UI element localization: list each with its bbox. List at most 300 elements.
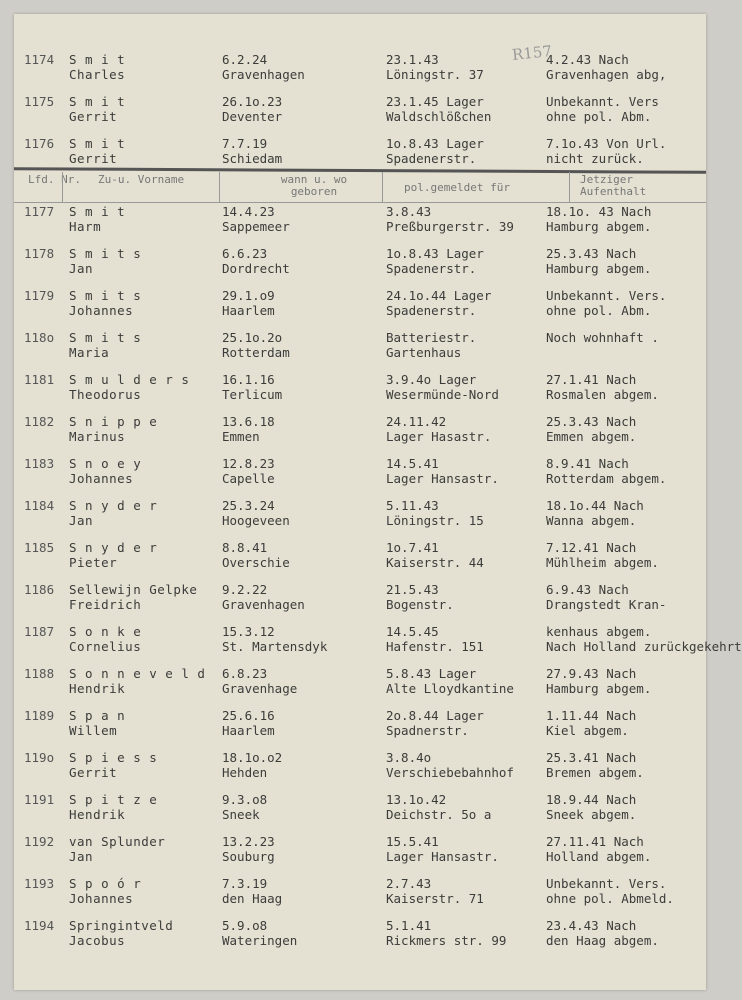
record-row [14,246,706,286]
record-number [24,918,54,933]
record-number-text: 118o [24,330,55,345]
archive-stamp: R157 [511,41,553,65]
record-birth-date: 29.1.o9 [222,288,275,303]
record-row [14,918,706,958]
record-registration-date: 15.5.41 [386,834,439,849]
record-current [546,834,651,864]
record-current-line1: 25.3.41 Nach [546,750,637,765]
record-birth-date: 6.8.23 [222,666,268,681]
record-birth-place: St. Martensdyk [222,639,328,654]
record-number-text: 1189 [24,708,55,723]
record-registration-address: Wesermünde-Nord [386,387,499,402]
record-registration-date: 14.5.41 [386,456,439,471]
record-firstname: Charles [69,67,126,82]
record-name [69,456,141,486]
record-current-line2: Rotterdam abgem. [546,471,667,486]
record-current-line1: 7.1o.43 Von Url. [546,136,667,151]
header-registered: pol.gemeldet für [404,181,510,194]
record-registration [386,834,499,864]
record-firstname: Gerrit [69,151,118,166]
record-current-line2: Gravenhagen abg, [546,67,667,82]
record-birth [222,414,275,444]
record-current [546,624,742,654]
record-birth [222,624,327,654]
record-name [69,288,141,318]
record-registration-date: 5.8.43 Lager [386,666,477,681]
record-birth [222,136,282,166]
record-surname: S n o e y [69,456,142,471]
record-current-line1: Unbekannt. Vers [546,94,659,109]
record-registration-address: Löningstr. 15 [386,513,484,528]
record-name [69,498,157,528]
record-registration [386,414,491,444]
record-birth-date: 18.1o.o2 [222,750,283,765]
record-current [546,918,659,948]
record-birth-date: 8.8.41 [222,540,268,555]
record-surname: S m i t s [69,288,142,303]
record-current-line1: 18.1o. 43 Nach [546,204,652,219]
record-registration-address: Bogenstr. [386,597,454,612]
record-number [24,792,54,807]
record-surname: S m i t [69,52,126,67]
record-registration-date: Batteriestr. [386,330,477,345]
record-current-line1: 4.2.43 Nach [546,52,629,67]
record-current-line2: Rosmalen abgem. [546,387,659,402]
record-row [14,136,706,176]
record-row [14,52,706,92]
record-birth-date: 13.2.23 [222,834,275,849]
record-row [14,876,706,916]
record-surname: S p a n [69,708,126,723]
record-name [69,834,165,864]
record-current [546,288,666,318]
record-current-line2: Wanna abgem. [546,513,637,528]
record-registration [386,456,499,486]
record-birth-date: 7.3.19 [222,876,268,891]
record-current-line1: 27.9.43 Nach [546,666,637,681]
record-name [69,582,197,612]
record-registration [386,624,484,654]
record-current-line1: Noch wohnhaft . [546,330,659,345]
record-current-line2: Hamburg abgem. [546,681,652,696]
record-name [69,246,141,276]
record-firstname: Harm [69,219,102,234]
record-birth-date: 13.6.18 [222,414,275,429]
record-current [546,666,651,696]
record-birth-place: Schiedam [222,151,283,166]
record-birth-place: Gravenhage [222,681,298,696]
record-surname: Sellewijn Gelpke [69,582,198,597]
record-registration-address: Kaiserstr. 44 [386,555,484,570]
record-surname: S p i t z e [69,792,158,807]
record-row [14,414,706,454]
record-number [24,288,54,303]
record-row [14,792,706,832]
record-birth-place: Overschie [222,555,290,570]
record-name [69,372,189,402]
record-birth-place: Haarlem [222,303,275,318]
record-birth [222,582,305,612]
record-registration [386,666,514,696]
record-current-line2: ohne pol. Abm. [546,303,652,318]
record-birth [222,876,282,906]
record-birth-date: 25.6.16 [222,708,275,723]
record-surname: S m i t s [69,330,142,345]
record-registration-date: 21.5.43 [386,582,439,597]
record-registration-date: 1o.8.43 Lager [386,136,484,151]
record-current-line1: 25.3.43 Nach [546,414,637,429]
record-birth-place: Hehden [222,765,268,780]
record-current-line1: 18.9.44 Nach [546,792,637,807]
record-current [546,330,659,345]
record-registration-address: Verschiebebahnhof [386,765,514,780]
record-firstname: Jan [69,513,94,528]
record-number [24,94,54,109]
record-row [14,288,706,328]
record-number [24,204,54,219]
record-birth [222,498,290,528]
record-number [24,666,54,681]
record-birth-place: Wateringen [222,933,298,948]
record-current-line2: ohne pol. Abm. [546,109,652,124]
record-registration-address: Waldschlößchen [386,109,492,124]
record-registration-address: Rickmers str. 99 [386,933,507,948]
record-firstname: Jacobus [69,933,126,948]
record-birth-place: Terlicum [222,387,283,402]
record-birth-date: 9.2.22 [222,582,268,597]
record-number [24,414,54,429]
record-surname: S m i t [69,94,126,109]
record-name [69,136,125,166]
record-name [69,750,157,780]
record-current [546,750,644,780]
record-surname: S p o ó r [69,876,142,891]
record-birth [222,540,290,570]
record-birth-place: Sappemeer [222,219,290,234]
record-birth [222,792,267,822]
record-birth-date: 12.8.23 [222,456,275,471]
record-registration [386,204,514,234]
record-birth [222,456,275,486]
record-current-line2: Nach Holland zurückgekehrt [546,639,742,654]
record-number-text: 1191 [24,792,55,807]
record-current [546,52,666,82]
record-row [14,456,706,496]
record-number-text: 1194 [24,918,55,933]
record-name [69,94,125,124]
record-registration-address: Spadenerstr. [386,151,477,166]
record-birth-date: 6.2.24 [222,52,268,67]
record-number-text: 1188 [24,666,55,681]
record-registration [386,918,506,948]
record-registration-address: Lager Hansastr. [386,471,499,486]
record-registration-date: 23.1.43 [386,52,439,67]
record-current [546,876,674,906]
record-registration-date: 3.9.4o Lager [386,372,477,387]
record-birth-date: 7.7.19 [222,136,268,151]
record-registration [386,540,484,570]
record-number [24,624,54,639]
record-registration-date: 24.1o.44 Lager [386,288,492,303]
record-current-line1: Unbekannt. Vers. [546,876,667,891]
header-number: Lfd. Nr. [28,173,81,186]
record-registration-address: Gartenhaus [386,345,462,360]
record-surname: Springintveld [69,918,174,933]
record-row [14,498,706,538]
record-registration-address: Löningstr. 37 [386,67,484,82]
record-row [14,708,706,748]
record-registration-date: 3.8.4o [386,750,432,765]
record-registration-address: Spadnerstr. [386,723,469,738]
record-current-line1: kenhaus abgem. [546,624,652,639]
record-registration-date: 5.11.43 [386,498,439,513]
record-registration [386,52,484,82]
record-registration-date: 5.1.41 [386,918,432,933]
record-birth [222,750,282,780]
record-surname: S n y d e r [69,540,158,555]
record-current [546,372,659,402]
record-row [14,540,706,580]
record-number-text: 1186 [24,582,55,597]
record-row [14,204,706,244]
record-birth-place: Sneek [222,807,260,822]
record-number [24,136,54,151]
record-registration-address: Spadenerstr. [386,303,477,318]
record-registration [386,136,484,166]
record-registration-date: 1o.7.41 [386,540,439,555]
record-current-line2: nicht zurück. [546,151,644,166]
record-surname: S m i t [69,136,126,151]
record-birth [222,52,305,82]
record-current-line2: Sneek abgem. [546,807,637,822]
record-surname: S m u l d e r s [69,372,190,387]
record-current-line2: Hamburg abgem. [546,261,652,276]
record-registration-address: Spadenerstr. [386,261,477,276]
record-registration [386,246,484,276]
record-current-line1: 1.11.44 Nach [546,708,637,723]
record-row [14,834,706,874]
record-registration-date: 23.1.45 Lager [386,94,484,109]
record-birth [222,834,275,864]
record-firstname: Pieter [69,555,118,570]
record-name [69,204,125,234]
record-birth [222,288,275,318]
record-row [14,666,706,706]
record-number-text: 119o [24,750,55,765]
record-firstname: Gerrit [69,109,118,124]
record-surname: van Splunder [69,834,166,849]
record-current [546,94,659,124]
record-name [69,792,157,822]
record-row [14,750,706,790]
record-registration [386,288,491,318]
record-surname: S n y d e r [69,498,158,513]
record-row [14,624,742,664]
record-registration-date: 14.5.45 [386,624,439,639]
record-registration [386,94,491,124]
record-birth-date: 5.9.o8 [222,918,268,933]
record-birth [222,330,290,360]
record-birth-place: Gravenhagen [222,67,305,82]
record-birth-date: 25.3.24 [222,498,275,513]
record-current-line2: Emmen abgem. [546,429,637,444]
record-number-text: 1185 [24,540,55,555]
document-page [14,14,742,990]
record-current [546,540,659,570]
record-current-line2: Hamburg abgem. [546,219,652,234]
record-name [69,330,141,360]
record-current-line2: Kiel abgem. [546,723,629,738]
record-number [24,372,54,387]
record-current-line2: Mühlheim abgem. [546,555,659,570]
record-firstname: Jan [69,849,94,864]
record-birth [222,94,282,124]
record-birth-place: Capelle [222,471,275,486]
record-current [546,582,666,612]
record-surname: S n i p p e [69,414,158,429]
record-number-text: 1182 [24,414,55,429]
record-registration-date: 1o.8.43 Lager [386,246,484,261]
record-firstname: Hendrik [69,807,126,822]
record-birth-date: 6.6.23 [222,246,268,261]
record-current [546,414,636,444]
record-birth-place: Deventer [222,109,283,124]
record-birth-date: 9.3.o8 [222,792,268,807]
record-firstname: Johannes [69,471,134,486]
record-number [24,52,54,67]
record-current-line2: Holland abgem. [546,849,652,864]
record-birth [222,204,290,234]
record-current-line1: Unbekannt. Vers. [546,288,667,303]
record-current-line2: den Haag abgem. [546,933,659,948]
record-registration [386,330,476,360]
record-current [546,136,666,166]
record-name [69,666,205,696]
record-number [24,498,54,513]
record-name [69,624,141,654]
record-birth-place: Emmen [222,429,260,444]
record-current-line1: 18.1o.44 Nach [546,498,644,513]
record-current [546,204,651,234]
record-registration [386,750,514,780]
record-firstname: Johannes [69,303,134,318]
record-current-line2: Bremen abgem. [546,765,644,780]
record-registration-date: 2.7.43 [386,876,432,891]
record-surname: S m i t [69,204,126,219]
record-registration-date: 24.11.42 [386,414,447,429]
record-number-text: 1192 [24,834,55,849]
record-current-line1: 23.4.43 Nach [546,918,637,933]
record-birth-date: 25.1o.2o [222,330,283,345]
record-birth-place: Hoogeveen [222,513,290,528]
record-firstname: Gerrit [69,765,118,780]
record-surname: S o n k e [69,624,142,639]
record-row [14,94,706,134]
record-current-line2: ohne pol. Abmeld. [546,891,674,906]
record-birth-place: Gravenhagen [222,597,305,612]
record-birth-place: den Haag [222,891,283,906]
record-number [24,708,54,723]
record-number [24,330,54,345]
record-number [24,582,54,597]
record-registration-address: Alte Lloydkantine [386,681,514,696]
record-name [69,414,157,444]
record-firstname: Cornelius [69,639,142,654]
record-birth-date: 14.4.23 [222,204,275,219]
record-birth [222,372,282,402]
record-registration [386,792,491,822]
record-birth [222,246,290,276]
record-number-text: 1179 [24,288,55,303]
record-current [546,708,636,738]
record-row [14,582,706,622]
record-current-line1: 27.11.41 Nach [546,834,644,849]
record-firstname: Maria [69,345,110,360]
record-registration-address: Lager Hansastr. [386,849,499,864]
record-registration-date: 13.1o.42 [386,792,447,807]
record-number [24,876,54,891]
record-current [546,498,644,528]
record-number-text: 1181 [24,372,55,387]
record-number-text: 1183 [24,456,55,471]
record-current-line1: 8.9.41 Nach [546,456,629,471]
record-registration-date: 2o.8.44 Lager [386,708,484,723]
record-name [69,918,173,948]
record-current-line1: 25.3.43 Nach [546,246,637,261]
record-registration [386,498,484,528]
record-current-line1: 7.12.41 Nach [546,540,637,555]
header-born: wann u. wo geboren [280,173,348,198]
record-number-text: 1174 [24,52,55,67]
record-number [24,750,54,765]
record-registration [386,708,484,738]
record-surname: S p i e s s [69,750,158,765]
record-firstname: Freidrich [69,597,142,612]
record-birth [222,666,297,696]
record-birth-date: 16.1.16 [222,372,275,387]
record-number-text: 1187 [24,624,55,639]
record-number [24,540,54,555]
record-row [14,372,706,412]
record-surname: S o n n e v e l d [69,666,206,681]
header-name: Zu-u. Vorname [98,173,185,186]
record-name [69,708,125,738]
record-registration [386,876,484,906]
record-birth-place: Haarlem [222,723,275,738]
record-name [69,52,125,82]
record-firstname: Willem [69,723,118,738]
record-birth [222,708,275,738]
record-birth-place: Souburg [222,849,275,864]
record-birth-place: Rotterdam [222,345,290,360]
record-registration [386,372,499,402]
record-birth-place: Dordrecht [222,261,290,276]
record-name [69,540,157,570]
record-registration-date: 3.8.43 [386,204,432,219]
header-current: Jetziger Aufenthalt [580,173,647,198]
record-number-text: 1177 [24,204,55,219]
record-current [546,792,636,822]
record-birth-date: 26.1o.23 [222,94,283,109]
record-firstname: Johannes [69,891,134,906]
record-name [69,876,141,906]
record-birth-date: 15.3.12 [222,624,275,639]
record-current-line2: Drangstedt Kran- [546,597,667,612]
record-number [24,246,54,261]
record-number [24,456,54,471]
record-number [24,834,54,849]
record-number-text: 1178 [24,246,55,261]
